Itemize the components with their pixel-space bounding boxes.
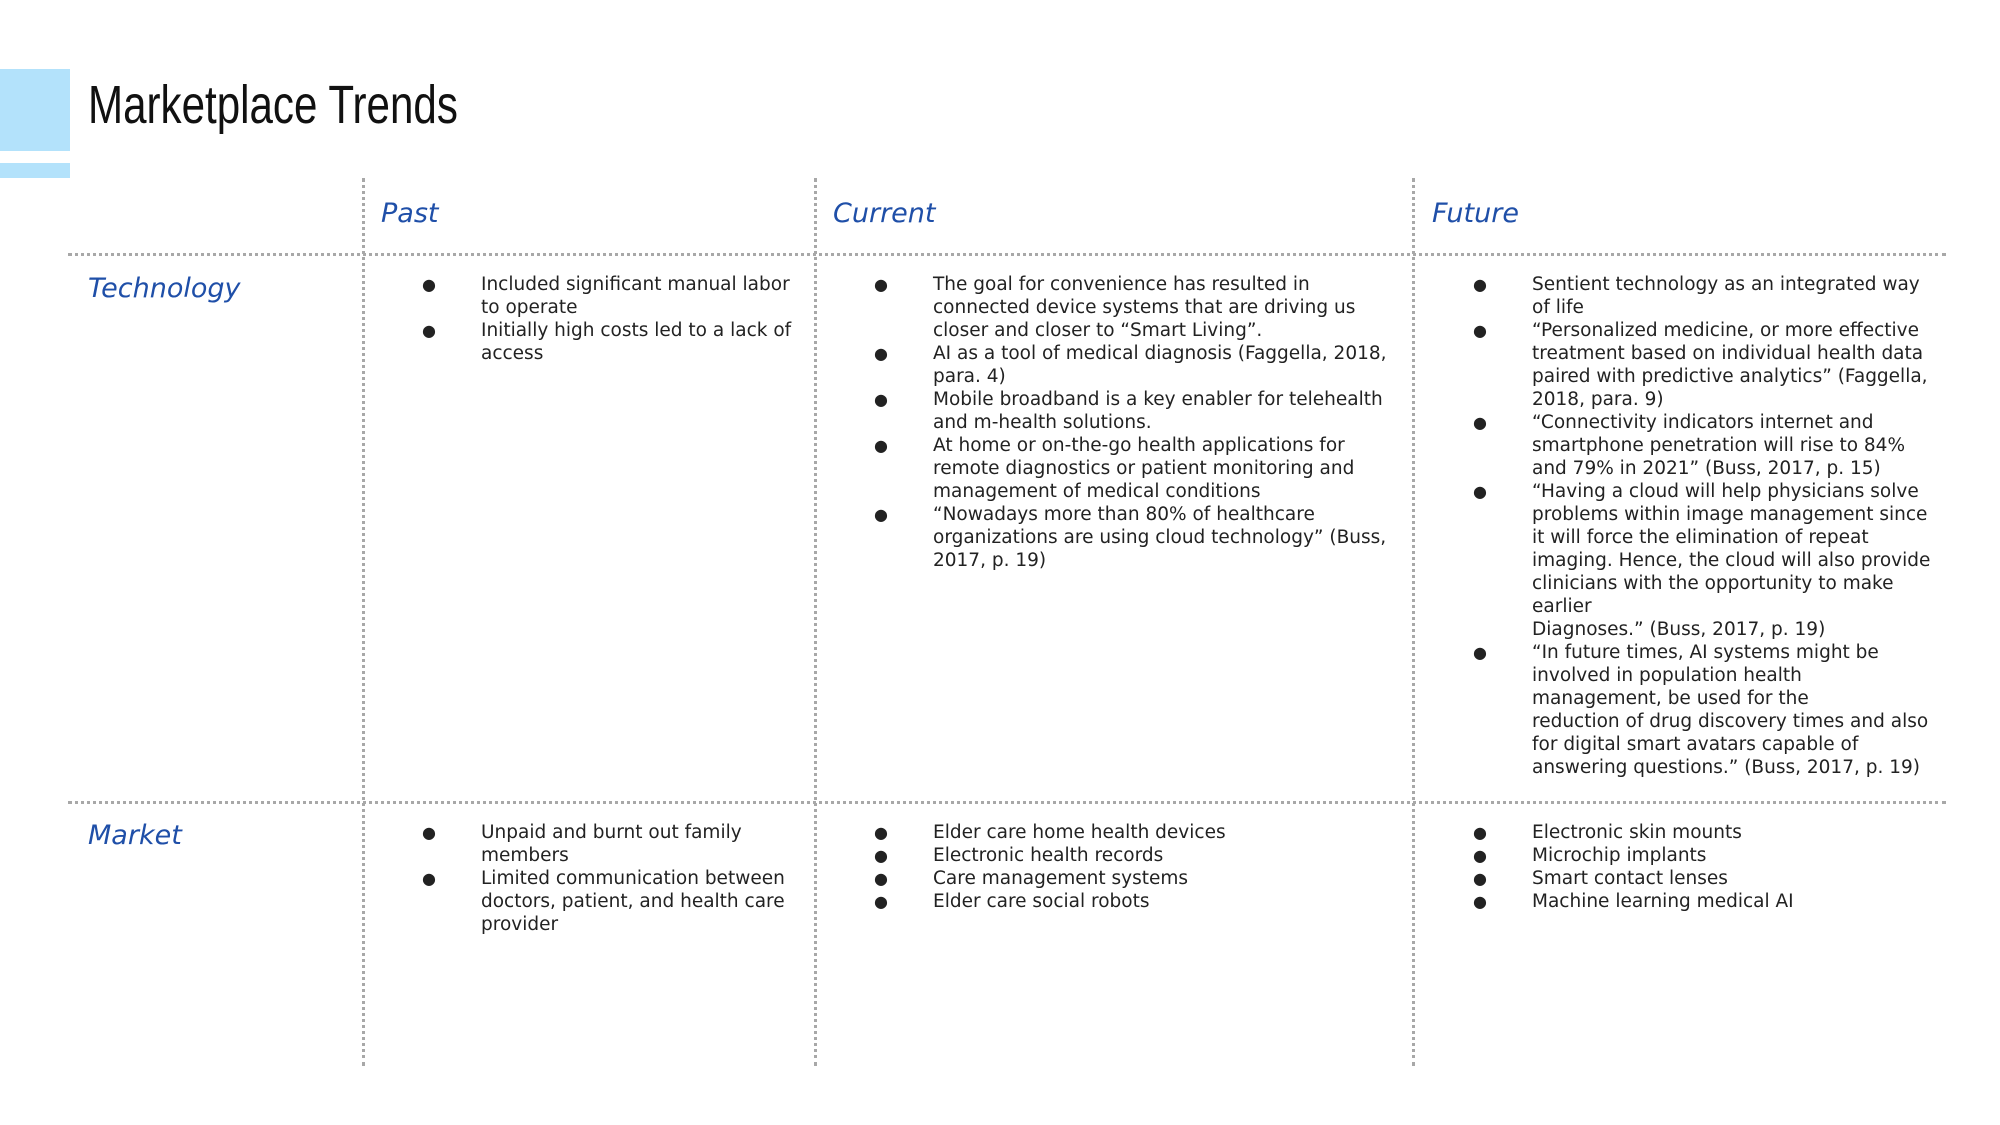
list-item — [873, 821, 1409, 844]
bullet-icon: ● — [874, 436, 888, 455]
bullet-icon: ● — [1473, 413, 1487, 432]
bullet-icon: ● — [874, 344, 888, 363]
page-title: Marketplace Trends — [88, 75, 458, 135]
list-item — [1472, 844, 1952, 867]
list-item-text: Microchip implants — [1532, 845, 1707, 866]
grid-divider-horizontal — [68, 801, 1946, 804]
list-item-text: Elder care home health devices — [933, 822, 1226, 843]
list-item-text: “Connectivity indicators internet and smartphone penetration will rise to 84% and 79% in 2021” (Buss, 2017, p. 15) — [1532, 412, 1906, 479]
cell-technology-future — [1472, 273, 1952, 779]
list-item — [873, 434, 1409, 503]
bullet-icon: ● — [1473, 892, 1487, 911]
list-item-text: Mobile broadband is a key enabler for telehealth and m-health solutions. — [933, 389, 1383, 433]
list-item-text: Sentient technology as an integrated way of life — [1532, 274, 1920, 318]
bullet-icon: ● — [422, 823, 436, 842]
list-item — [873, 890, 1409, 913]
list-item-text: “Personalized medicine, or more effective treatment based on individual health data paired with predictive analytics” (Faggella, 2018, para. 9) — [1532, 320, 1928, 410]
list-item-text: Initially high costs led to a lack of access — [481, 320, 792, 364]
bullet-list — [421, 273, 811, 365]
list-item — [1472, 867, 1952, 890]
bullet-list — [421, 821, 811, 936]
bullet-icon: ● — [1473, 869, 1487, 888]
list-item-text: Electronic skin mounts — [1532, 822, 1742, 843]
list-item — [873, 867, 1409, 890]
list-item-text: Limited communication between doctors, patient, and health care provider — [481, 868, 785, 935]
cell-technology-past — [421, 273, 811, 365]
list-item — [1472, 273, 1952, 319]
list-item-text: Machine learning medical AI — [1532, 891, 1794, 912]
list-item-text: Smart contact lenses — [1532, 868, 1728, 889]
cell-market-current — [873, 821, 1409, 913]
grid-divider-vertical — [1412, 178, 1415, 1066]
list-item — [873, 342, 1409, 388]
grid-divider-horizontal — [68, 253, 1946, 256]
list-item-text: Unpaid and burnt out family members — [481, 822, 742, 866]
cell-market-past — [421, 821, 811, 936]
bullet-list — [1472, 821, 1952, 913]
list-item-text: Elder care social robots — [933, 891, 1150, 912]
list-item — [873, 388, 1409, 434]
column-header-current: Current — [833, 198, 936, 229]
list-item-text: AI as a tool of medical diagnosis (Faggella, 2018, para. 4) — [933, 343, 1387, 387]
bullet-icon: ● — [874, 275, 888, 294]
list-item — [1472, 411, 1952, 480]
list-item — [1472, 480, 1952, 641]
accent-bar — [0, 163, 70, 178]
accent-block — [0, 69, 70, 151]
bullet-list — [873, 821, 1409, 913]
bullet-icon: ● — [1473, 482, 1487, 501]
bullet-icon: ● — [422, 869, 436, 888]
list-item — [873, 273, 1409, 342]
column-header-past: Past — [381, 198, 439, 229]
bullet-icon: ● — [874, 869, 888, 888]
bullet-icon: ● — [1473, 643, 1487, 662]
bullet-icon: ● — [422, 321, 436, 340]
list-item — [421, 273, 811, 319]
list-item — [421, 867, 811, 936]
bullet-icon: ● — [1473, 846, 1487, 865]
list-item-text: The goal for convenience has resulted in connected device systems that are driving us closer and closer to “Smart Living”. — [933, 274, 1356, 341]
list-item-text: Included significant manual labor to operate — [481, 274, 790, 318]
bullet-icon: ● — [874, 892, 888, 911]
list-item-text: At home or on-the-go health applications for remote diagnostics or patient monitoring and management of medical conditions — [933, 435, 1355, 502]
row-header-market: Market — [88, 820, 182, 851]
bullet-icon: ● — [1473, 275, 1487, 294]
list-item-text: Electronic health records — [933, 845, 1164, 866]
bullet-icon: ● — [1473, 321, 1487, 340]
bullet-list — [1472, 273, 1952, 779]
list-item-text: “Having a cloud will help physicians solve problems within image management since it will force the elimination of repeat imaging. Hence, the cloud will also provide clinicians with the opportunity to make earlier Diagnoses.” (Buss, 2017, p. 19) — [1532, 481, 1931, 640]
bullet-icon: ● — [874, 846, 888, 865]
list-item-text: “In future times, AI systems might be involved in population health management, be used for the reduction of drug discovery times and also for digital smart avatars capable of answering questions.” (Buss, 2017, p. 19) — [1532, 642, 1929, 778]
bullet-icon: ● — [874, 390, 888, 409]
list-item — [1472, 641, 1952, 779]
row-header-technology: Technology — [88, 273, 241, 304]
list-item — [1472, 890, 1952, 913]
cell-technology-current — [873, 273, 1409, 572]
list-item — [873, 844, 1409, 867]
list-item — [1472, 821, 1952, 844]
bullet-icon: ● — [1473, 823, 1487, 842]
list-item-text: Care management systems — [933, 868, 1189, 889]
bullet-icon: ● — [874, 505, 888, 524]
list-item — [1472, 319, 1952, 411]
list-item — [421, 319, 811, 365]
list-item — [873, 503, 1409, 572]
bullet-icon: ● — [422, 275, 436, 294]
bullet-icon: ● — [874, 823, 888, 842]
list-item — [421, 821, 811, 867]
grid-divider-vertical — [362, 178, 365, 1066]
cell-market-future — [1472, 821, 1952, 913]
list-item-text: “Nowadays more than 80% of healthcare organizations are using cloud technology” (Buss, 2017, p. 19) — [933, 504, 1387, 571]
bullet-list — [873, 273, 1409, 572]
grid-divider-vertical — [814, 178, 817, 1066]
column-header-future: Future — [1432, 198, 1519, 229]
